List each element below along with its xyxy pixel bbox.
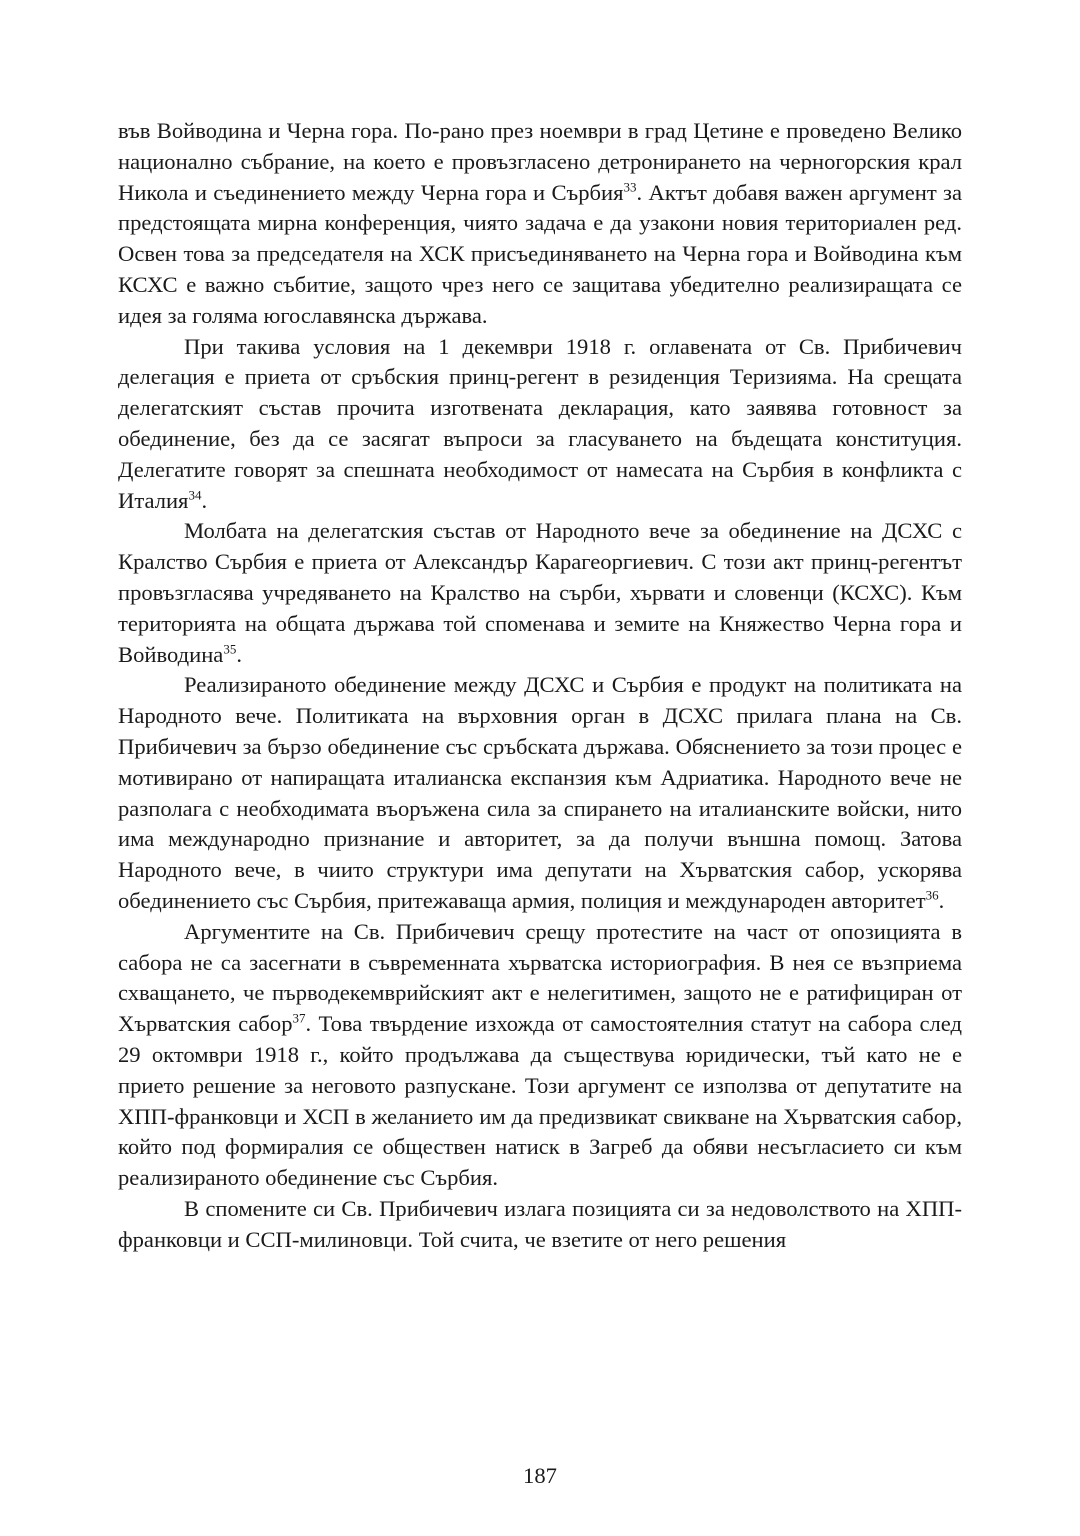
paragraph-4-text-a: Реализираното обединение между ДСХС и Сърбия е продукт на политиката на Народното вече. Политиката на върховния орган в ДСХС прилага плана на Св. Прибичевич за бързо обединение със сръбската държава. Обяснението за този процес е мотивирано от напиращата италианска експанзия към Адриатика. Народното вече не разполага с необходимата въоръжена сила за спирането на италианските войски, нито има международно признание и авторитет, за да получи външна помощ. Затова Народното вече, в чиито структури има депутати на Хърватския сабор, ускорява обединението със Сърбия, притежаваща армия, полиция и международен авторитет bbox=[118, 672, 962, 913]
paragraph-1-text-a: във Войводина и Черна гора. По-рано през ноември в град Цетине е проведено Велико национално събрание, на което е провъзгласено детронирането на черногорския крал Никола и съединението между Черна гора и Сърбия bbox=[118, 118, 962, 205]
paragraph-5-text-a: Аргументите на Св. Прибичевич срещу протестите на част от опозицията в сабора не са засегнати в съвременната хърватска историография. В нея се възприема схващането, че първодекемврийският акт е нелегитимен, защото не е ратифициран от Хърватския сабор bbox=[118, 918, 962, 1037]
footnote-ref-34[interactable]: 34 bbox=[188, 487, 202, 503]
paragraph-2-text-b: . bbox=[201, 487, 208, 513]
paragraph-5-text-b: . Това твърдение изхожда от самостоятелния статут на сабора след 29 октомври 1918 г., който продължава да съществува юридически, тъй като не е прието решение за неговото разпускане. Този аргумент се използва от депутатите на ХПП-франковци и ХСП в желанието им да предизвикат свикване на Хърватския сабор, който под формиралия се обществен натиск в Загреб да обяви несъгласието си към реализираното обединение със Сърбия. bbox=[118, 1011, 962, 1191]
paragraph-6-text-a: В спомените си Св. Прибичевич излага позицията си за недоволството на ХПП-франковци и ССП-милиновци. Той счита, че взетите от него решения bbox=[118, 1195, 962, 1252]
paragraph-4-text-b: . bbox=[938, 887, 945, 913]
page-number: 187 bbox=[523, 1463, 557, 1488]
paragraph-5 bbox=[118, 917, 962, 1194]
paragraph-3-text-a: Молбата на делегатския състав от Народното вече за обединение на ДСХС с Кралство Сърбия е приета от Александър Карагеоргиевич. С този акт принц-регентът провъзгласява учредяването на Кралство на сърби, хървати и словенци (КСХС). Към територията на общата държава той споменава и земите на Княжество Черна гора и Войводина bbox=[118, 518, 962, 667]
paragraph-4 bbox=[118, 670, 962, 916]
footnote-ref-37[interactable]: 37 bbox=[292, 1010, 306, 1026]
paragraph-2-text-a: При такива условия на 1 декември 1918 г. оглавената от Св. Прибичевич делегация е приета от сръбския принц-регент в резиденция Теризияма. На срещата делегатският състав прочита изготвената декларация, като заявява готовност за обединение, без да се засягат въпроси за гласуването на бъдещата конституция. Делегатите говорят за спешната необходимост от намесата на Сърбия в конфликта с Италия bbox=[118, 333, 962, 513]
footnote-ref-33[interactable]: 33 bbox=[623, 179, 637, 195]
footnote-ref-36[interactable]: 36 bbox=[925, 887, 939, 903]
paragraph-1 bbox=[118, 116, 962, 332]
paragraph-1-text-b: . Актът добавя важен аргумент за предстоящата мирна конференция, чиято задача е да узакони новия териториален ред. Освен това за председателя на ХСК присъединяването на Черна гора и Войводина към КСХС е важно събитие, защото чрез него се защитава убедително реализиращата се идея за голяма югославянска държава. bbox=[118, 179, 963, 328]
paragraph-3 bbox=[118, 516, 962, 670]
footnote-ref-35[interactable]: 35 bbox=[223, 641, 237, 657]
paragraph-6 bbox=[118, 1194, 962, 1256]
paragraph-3-text-b: . bbox=[236, 641, 242, 667]
page-body bbox=[118, 116, 962, 1255]
paragraph-2 bbox=[118, 332, 962, 517]
